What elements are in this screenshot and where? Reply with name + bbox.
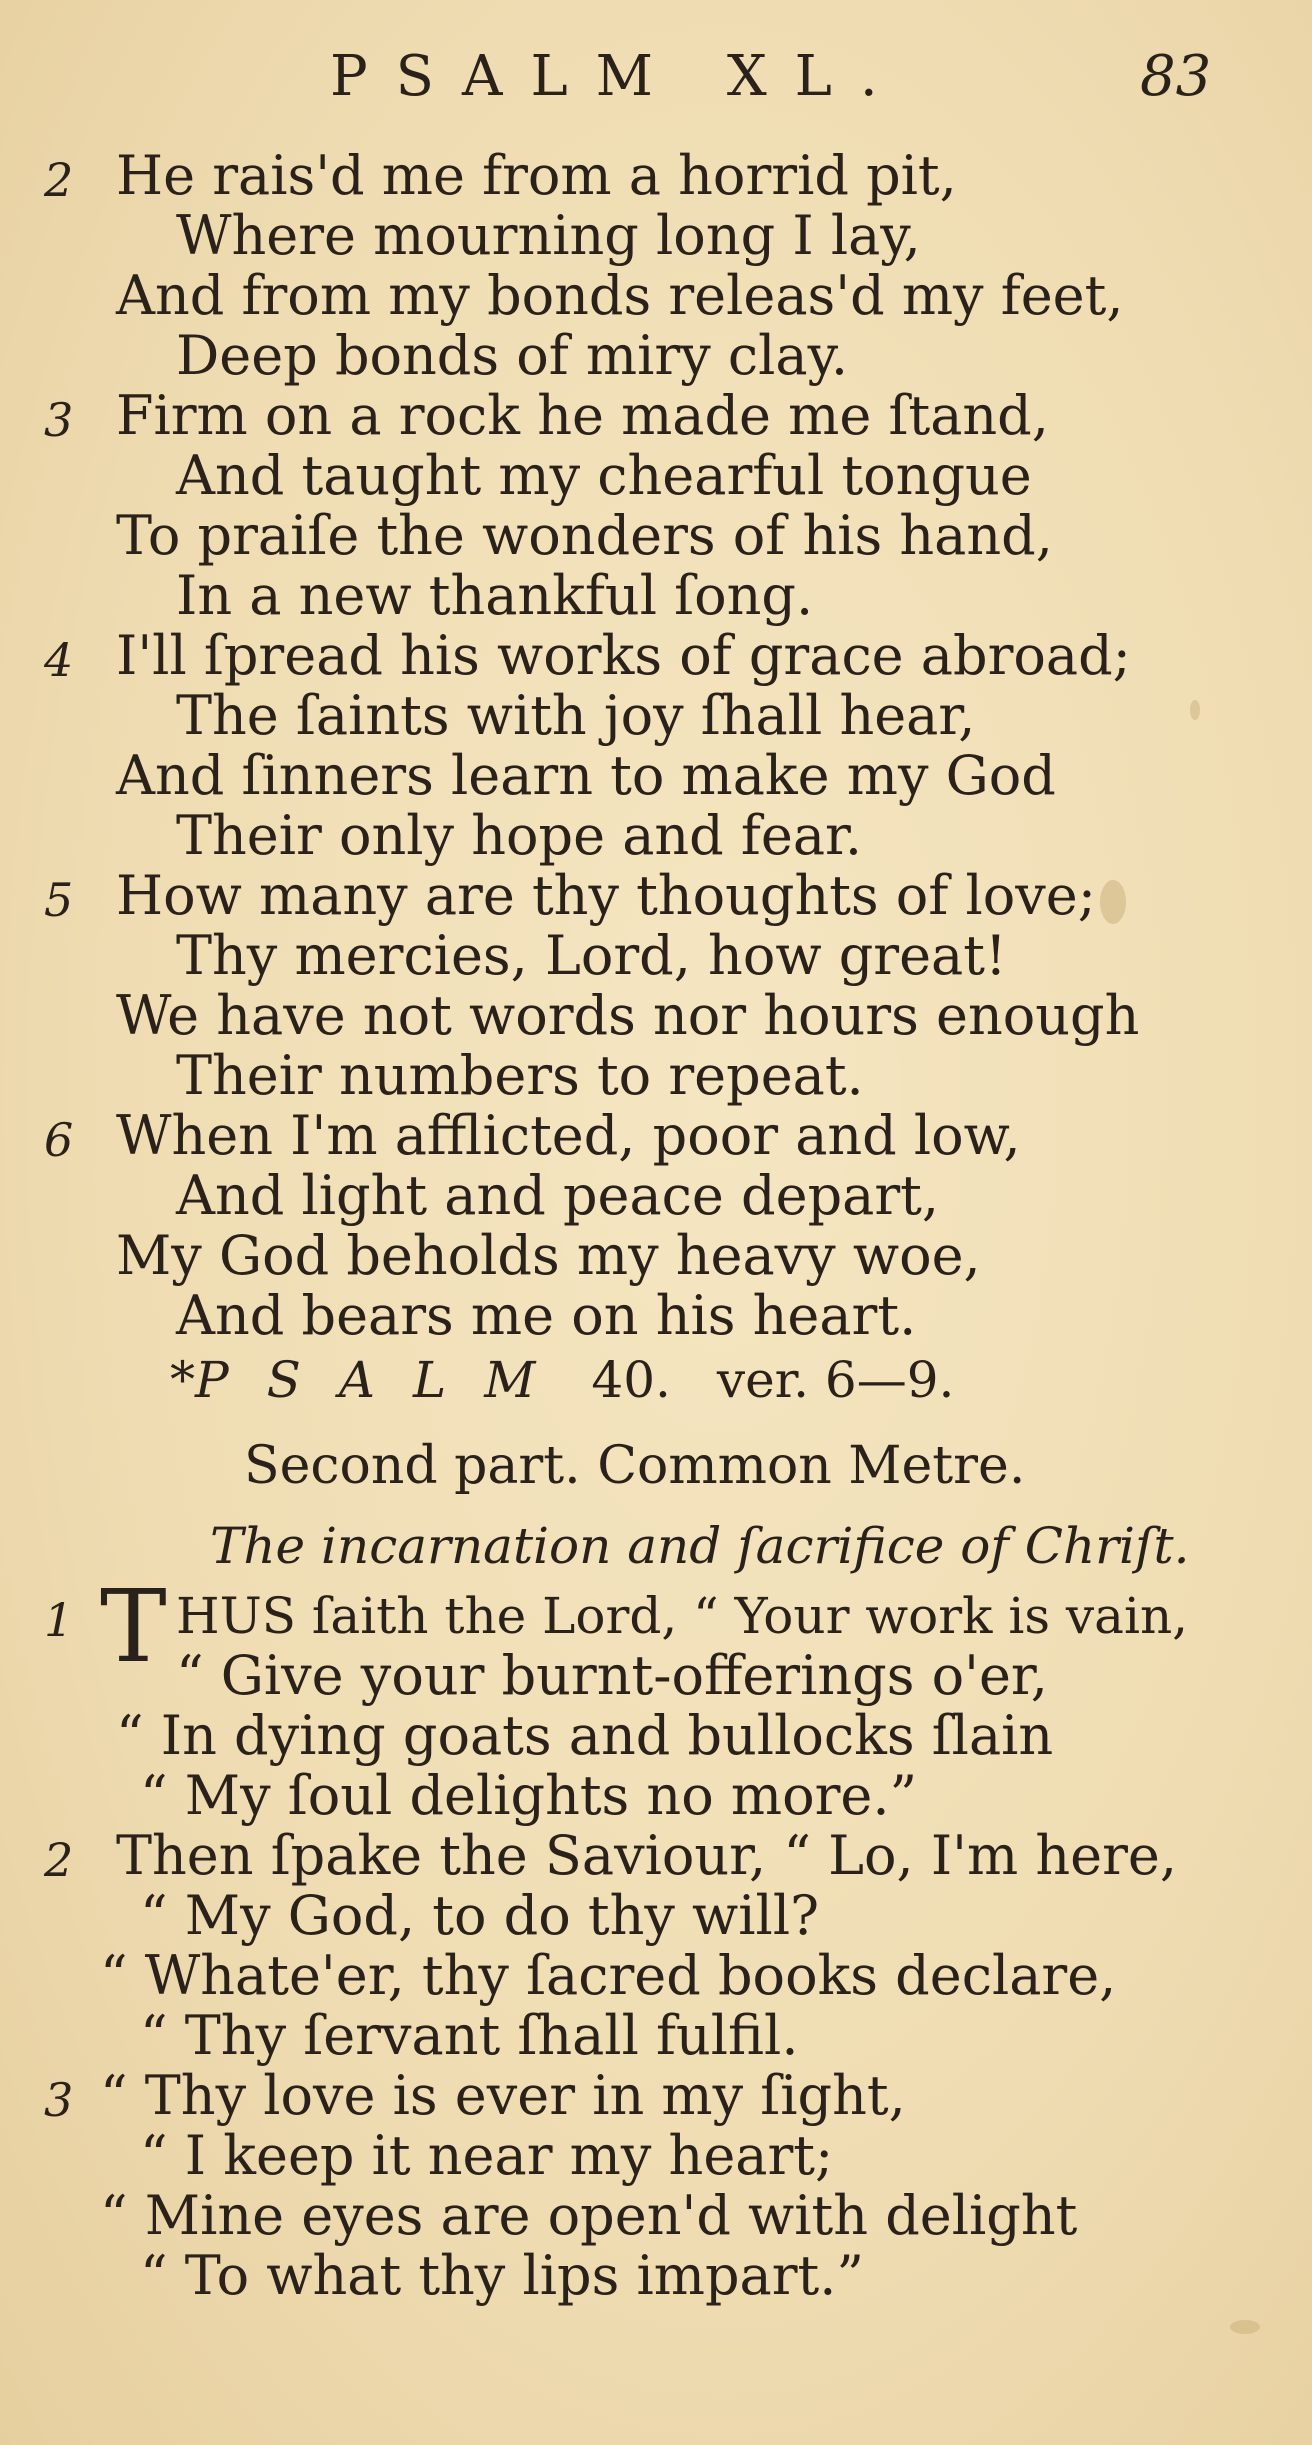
- verse-line: “ My ſoul delights no more.”: [140, 1764, 918, 1827]
- verse-line: We have not words nor hours enough: [116, 984, 1140, 1047]
- verse-line: The ſaints with joy ſhall hear,: [176, 684, 976, 747]
- verse-line: “ Whate'er, thy ſacred books declare,: [100, 1944, 1117, 2007]
- stanza-number: 2: [44, 153, 74, 207]
- psalm-number: 40.: [591, 1351, 671, 1409]
- verse-line: Then ſpake the Saviour, “ Lo, I'm here,: [116, 1824, 1178, 1887]
- paper-stain: [1190, 700, 1200, 720]
- stanza-number: 3: [44, 2073, 74, 2127]
- verse-line: “ To what thy lips impart.”: [140, 2244, 864, 2307]
- verse-line: I'll ſpread his works of grace abroad;: [116, 624, 1131, 687]
- verse-line: “ Give your burnt-offerings o'er,: [176, 1644, 1048, 1707]
- verse-line: Where mourning long I lay,: [176, 204, 921, 267]
- verse-line: “ I keep it near my heart;: [140, 2124, 834, 2187]
- verse-line: “ In dying goats and bullocks ſlain: [116, 1704, 1054, 1767]
- verse-line: “ Thy love is ever in my ſight,: [100, 2064, 906, 2127]
- verse-line: “ Thy ſervant ſhall fulfil.: [140, 2004, 799, 2067]
- paper-stain: [1230, 2320, 1260, 2334]
- part-theme: The incarnation and ſacrifice of Chriſt.: [210, 1517, 1190, 1575]
- running-title: PSALM XL.: [330, 44, 906, 109]
- paper-stain: [1100, 880, 1126, 924]
- verse-line: And bears me on his heart.: [176, 1284, 917, 1347]
- verse-range: ver. 6—9.: [716, 1351, 955, 1409]
- verse-line: Firm on a rock he made me ſtand,: [116, 384, 1049, 447]
- part-subtitle: Second part. Common Metre.: [244, 1436, 1026, 1496]
- page-number: 83: [1140, 44, 1212, 109]
- verse-line: To praiſe the wonders of his hand,: [116, 504, 1053, 567]
- verse-line: When I'm afflicted, poor and low,: [116, 1104, 1021, 1167]
- footnote-marker: *: [170, 1351, 195, 1409]
- psalm-word: PSALM: [195, 1351, 574, 1409]
- verse-line: How many are thy thoughts of love;: [116, 864, 1096, 927]
- stanza-number: 4: [44, 633, 74, 687]
- stanza-number: 6: [44, 1113, 74, 1167]
- verse-line: HUS ſaith the Lord, “ Your work is vain,: [176, 1587, 1189, 1645]
- verse-line: Their only hope and fear.: [176, 804, 863, 867]
- verse-line: And taught my chearful tongue: [176, 444, 1032, 507]
- stanza-number: 2: [44, 1833, 74, 1887]
- verse-line: In a new thankful ſong.: [176, 564, 814, 627]
- page-header: [0, 44, 1312, 124]
- verse-line: Thy mercies, Lord, how great!: [176, 924, 1007, 987]
- verse-line: Their numbers to repeat.: [176, 1044, 864, 1107]
- stanza-number: 3: [44, 393, 74, 447]
- verse-line: My God beholds my heavy woe,: [116, 1224, 981, 1287]
- stanza-number: 5: [44, 873, 74, 927]
- verse-line: Deep bonds of miry clay.: [176, 324, 849, 387]
- verse-line: “ My God, to do thy will?: [140, 1884, 820, 1947]
- verse-line: And ſinners learn to make my God: [116, 744, 1056, 807]
- drop-cap: T: [100, 1568, 167, 1685]
- stanza-number: 1: [44, 1593, 74, 1647]
- verse-line: And light and peace depart,: [176, 1164, 940, 1227]
- verse-line: And from my bonds releas'd my feet,: [116, 264, 1124, 327]
- psalm-heading: [170, 1350, 954, 1410]
- verse-line: “ Mine eyes are open'd with delight: [100, 2184, 1078, 2247]
- verse-line: He rais'd me from a horrid pit,: [116, 144, 957, 207]
